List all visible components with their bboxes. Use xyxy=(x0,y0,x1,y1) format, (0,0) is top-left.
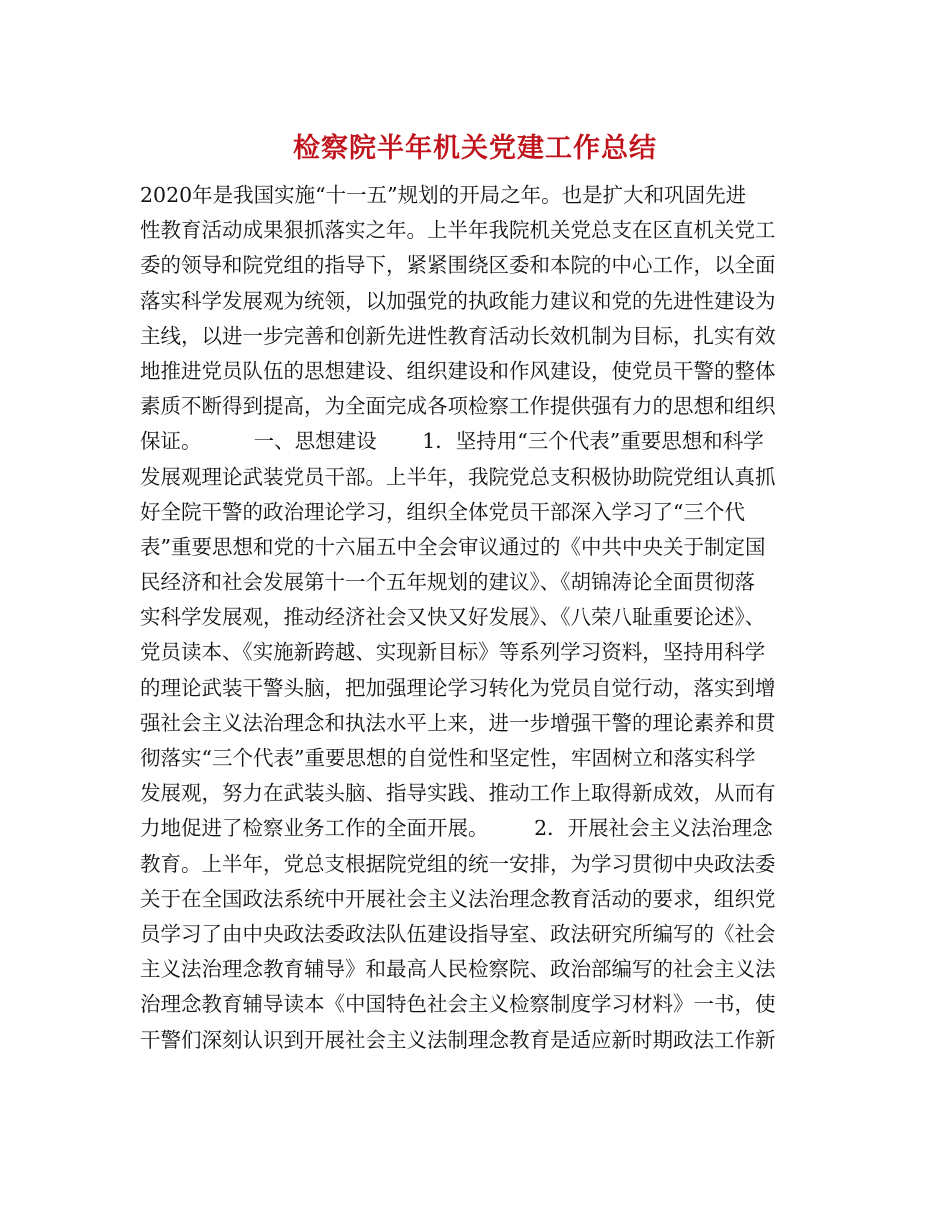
document-title: 检察院半年机关党建工作总结 xyxy=(293,133,657,164)
body-line: 委的领导和院党组的指导下，紧紧围绕区委和本院的中心工作，以全面 xyxy=(140,253,776,278)
body-line: 彻落实“三个代表”重要思想的自觉性和坚定性，牢固树立和落实科学 xyxy=(140,746,756,770)
body-line: 地推进党员队伍的思想建设、组织建设和作风建设，使党员干警的整体 xyxy=(140,358,776,383)
body-line: 2020年是我国实施“十一五”规划的开局之年。也是扩大和巩固先进 xyxy=(140,183,747,207)
body-line: 力地促进了检察业务工作的全面开展。 2．开展社会主义法治理念 xyxy=(140,816,773,841)
body-line: 实科学发展观，推动经济社会又快又好发展》、《八荣八耻重要论述》、 xyxy=(140,605,766,630)
body-line: 民经济和社会发展第十一个五年规划的建议》、《胡锦涛论全面贯彻落 xyxy=(140,570,755,595)
body-line: 发展观理论武装党员干部。上半年，我院党总支积极协助院党组认真抓 xyxy=(140,464,776,489)
body-line: 发展观，努力在武装头脑、指导实践、推动工作上取得新成效，从而有 xyxy=(140,781,776,806)
body-line: 落实科学发展观为统领，以加强党的执政能力建议和党的先进性建设为 xyxy=(140,288,776,313)
body-line: 好全院干警的政治理论学习，组织全体党员干部深入学习了“三个代 xyxy=(140,499,745,524)
body-line: 表”重要思想和党的十六届五中全会审议通过的《中共中央关于制定国 xyxy=(140,534,766,559)
body-line: 治理念教育辅导读本《中国特色社会主义检察制度学习材料》一书，使 xyxy=(140,992,776,1017)
body-line: 主义法治理念教育辅导》和最高人民检察院、政治部编写的社会主义法 xyxy=(140,957,776,982)
body-line: 性教育活动成果狠抓落实之年。上半年我院机关党总支在区直机关党工 xyxy=(140,218,776,243)
body-line: 关于在全国政法系统中开展社会主义法治理念教育活动的要求，组织党 xyxy=(140,886,776,911)
body-line: 素质不断得到提高，为全面完成各项检察工作提供强有力的思想和组织 xyxy=(140,394,776,419)
document-body xyxy=(140,178,830,1058)
body-line: 员学习了由中央政法委政法队伍建设指导室、政法研究所编写的《社会 xyxy=(140,921,776,946)
body-line: 主线，以进一步完善和创新先进性教育活动长效机制为目标，扎实有效 xyxy=(140,323,776,348)
body-line: 强社会主义法治理念和执法水平上来，进一步增强干警的理论素养和贯 xyxy=(140,710,776,735)
body-line: 的理论武装干警头脑，把加强理论学习转化为党员自觉行动，落实到增 xyxy=(140,675,776,700)
body-line: 保证。 一、思想建设 1．坚持用“三个代表”重要思想和科学 xyxy=(140,429,764,454)
body-line: 党员读本、《实施新跨越、实现新目标》等系列学习资料，坚持用科学 xyxy=(140,640,766,665)
body-line: 干警们深刻认识到开展社会主义法制理念教育是适应新时期政法工作新 xyxy=(140,1027,776,1052)
body-line: 教育。上半年，党总支根据院党组的统一安排，为学习贯彻中央政法委 xyxy=(140,851,776,876)
